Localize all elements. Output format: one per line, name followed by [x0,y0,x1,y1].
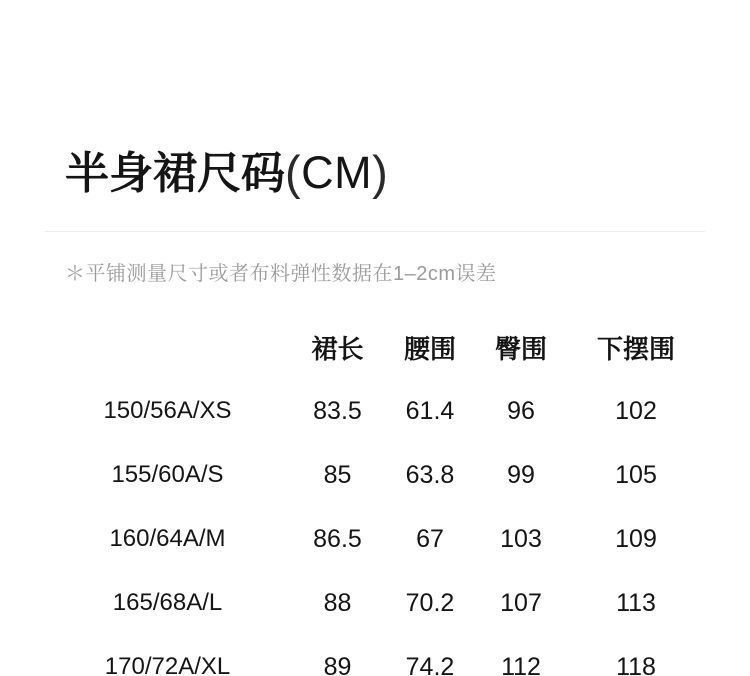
skirt-length-value: 83.5 [313,396,362,425]
hip-value: 96 [507,396,535,425]
page-title [45,0,705,200]
size-table-header-row [45,315,705,379]
size-label: 155/60A/S [111,461,224,488]
table-row [45,635,705,676]
skirt-length-value: 89 [323,652,352,676]
waist-value: 74.2 [405,652,455,676]
page-title-unit: CM [301,147,373,198]
table-row [45,443,705,507]
title-paren-open: ( [285,146,302,199]
hem-value: 105 [615,460,657,489]
header-hip: 臀围 [494,333,547,364]
hem-value: 118 [616,652,656,676]
size-label: 160/64A/M [109,525,226,552]
size-label: 150/56A/XS [103,397,232,424]
waist-value: 63.8 [405,460,455,489]
title-paren-close: ) [372,146,389,199]
header-waist: 腰围 [403,333,456,364]
title-divider [45,231,705,232]
hem-value: 109 [615,524,657,553]
skirt-length-value: 88 [323,588,352,617]
page-title-unit-group [285,146,389,199]
table-row [45,507,705,571]
hip-value: 112 [501,652,541,676]
waist-value: 70.2 [405,588,455,617]
page-title-main: 半身裙尺码 [65,149,285,198]
hem-value: 113 [616,588,656,617]
header-skirt-length: 裙长 [311,333,364,364]
hip-value: 107 [500,588,542,617]
hip-value: 103 [500,524,542,553]
size-label: 165/68A/L [112,589,223,616]
skirt-length-value: 86.5 [313,524,362,553]
size-label: 170/72A/XL [104,653,231,676]
header-size [45,315,290,379]
hip-value: 99 [507,460,535,489]
size-table [45,315,705,676]
table-row [45,571,705,635]
table-row [45,379,705,443]
measurement-note: ＊平铺测量尺寸或者布料弹性数据在1–2cm误差 [65,263,497,285]
header-hem: 下摆围 [596,333,675,364]
skirt-length-value: 85 [323,460,352,489]
waist-value: 61.4 [405,396,455,425]
hem-value: 102 [615,396,657,425]
waist-value: 67 [416,524,444,553]
